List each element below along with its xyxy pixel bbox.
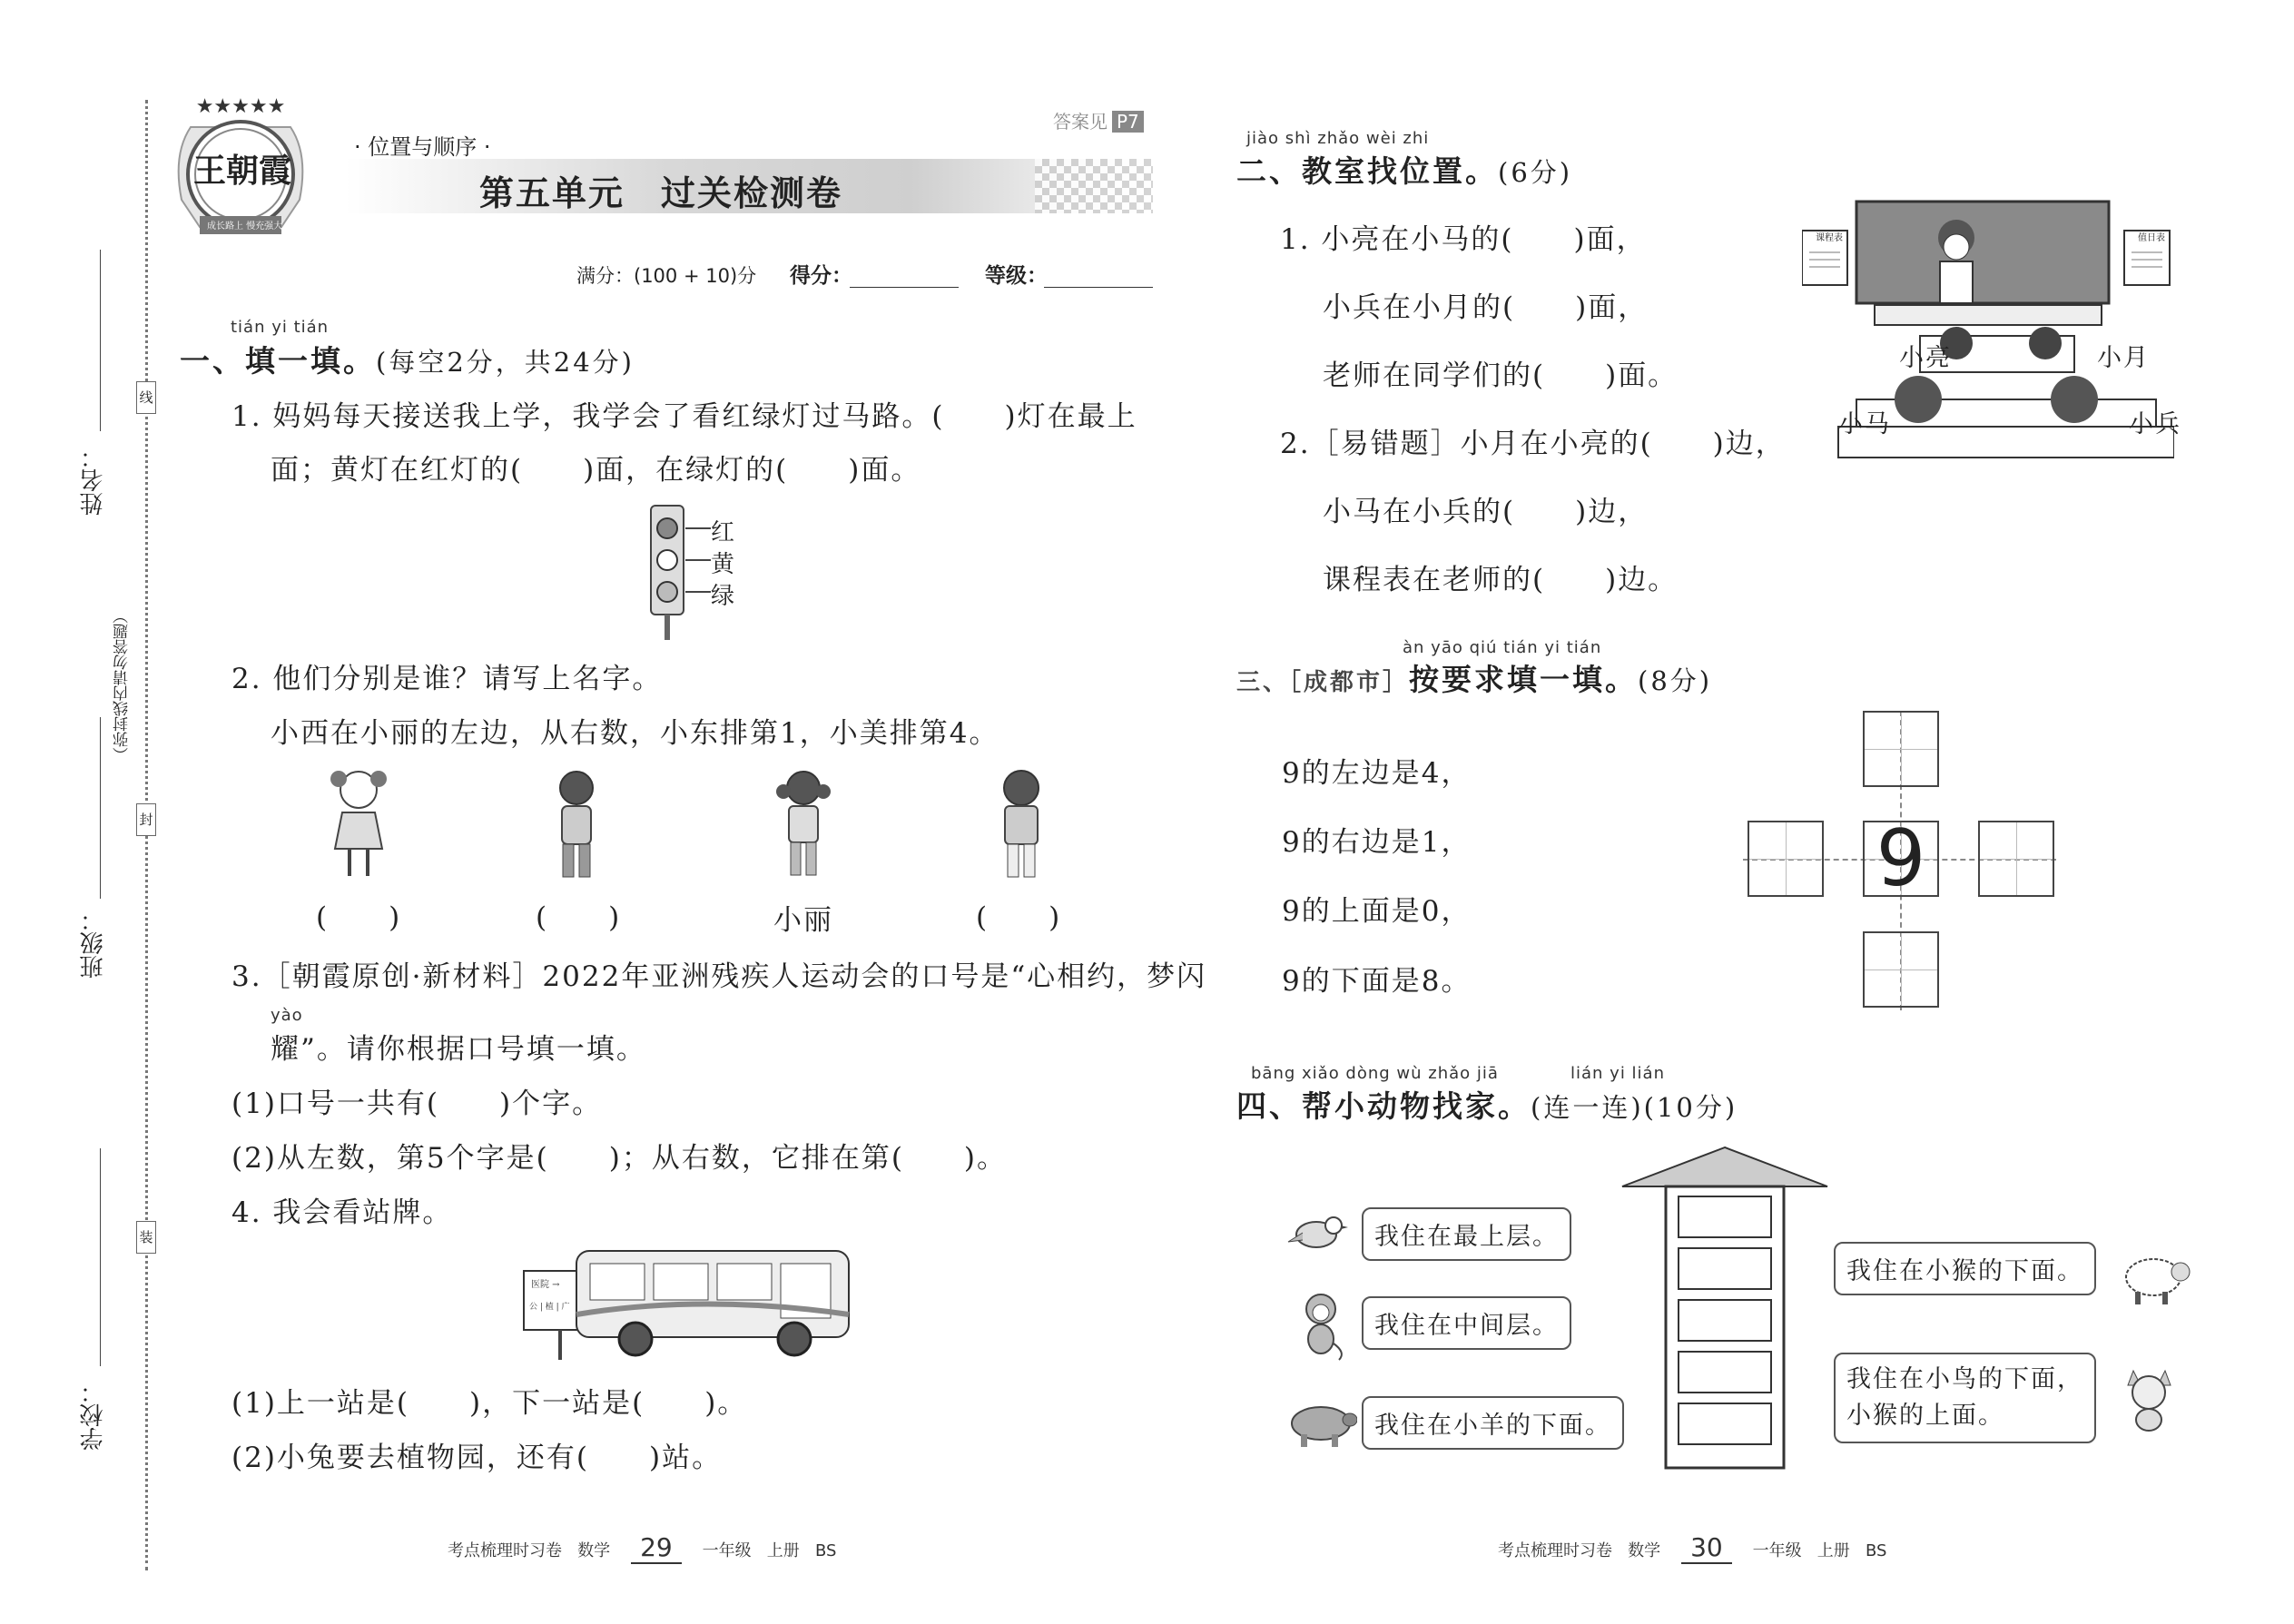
grade-field[interactable] — [1044, 287, 1153, 288]
schedule-label: 课程表 — [1816, 233, 1843, 243]
footer-left-grade: 一年级 — [702, 1541, 752, 1560]
name-xiaoma: 小马 — [1838, 410, 1891, 438]
traffic-light-pointers — [685, 517, 713, 617]
kid-3-xiaoli-icon — [767, 763, 840, 881]
footer-left-page: 29 — [631, 1532, 682, 1564]
sheep-icon — [2115, 1248, 2192, 1307]
s3-l1: 9的左边是4， — [1282, 757, 1472, 790]
name-xiaoyue: 小月 — [2097, 344, 2150, 372]
s4-heading — [1236, 1083, 1738, 1126]
traffic-light-icon — [649, 504, 685, 640]
grade-label: 等级： — [985, 264, 1048, 288]
s1-title: 一、填一填。 — [180, 343, 376, 379]
bubble-fox-line2: 小猴的上面。 — [1846, 1402, 2004, 1430]
center-digit: 9 — [1876, 813, 1926, 904]
footer-right — [1498, 1532, 1886, 1562]
grid-bottom-box[interactable] — [1863, 931, 1939, 1008]
full-score: 满分：(100 + 10)分 — [576, 265, 757, 287]
answer-ref — [1053, 107, 1144, 133]
bubble-bird: 我住在最上层。 — [1362, 1207, 1571, 1261]
q1-line1: 1. 妈妈每天接送我上学，我学会了看红绿灯过马路。( )灯在最上 — [231, 400, 1137, 433]
binding-mark-2: 封 — [136, 803, 156, 836]
footer-left-vol: 上册 — [766, 1541, 800, 1560]
s2-pinyin: jiào shì zhǎo wèi zhi — [1246, 129, 1430, 148]
animal-house-tower — [1620, 1146, 1829, 1472]
seal-notice: （弥封线内请勿答题） — [113, 608, 132, 763]
name-xiaobing: 小兵 — [2129, 410, 2181, 438]
label-green: 绿 — [711, 583, 737, 610]
grid-top-box[interactable] — [1863, 711, 1939, 787]
q4-title: 4. 我会看站牌。 — [231, 1196, 453, 1229]
banner-checker — [1035, 159, 1153, 213]
answer-page: P7 — [1112, 111, 1144, 133]
q3-a: (1)口号一共有( )个字。 — [231, 1088, 603, 1120]
kid-3-name: 小丽 — [773, 904, 833, 937]
page-title: 第五单元 过关检测卷 — [479, 173, 843, 213]
grid-right-box[interactable] — [1978, 821, 2054, 897]
class-label: 班级： — [80, 908, 107, 979]
s3-l2: 9的右边是1， — [1282, 826, 1472, 859]
s4-points: (10分) — [1643, 1092, 1738, 1123]
bubble-monkey: 我住在中间层。 — [1362, 1296, 1571, 1350]
q3-line2: 耀”。请你根据口号填一填。 — [271, 1033, 646, 1066]
s3-title: 按要求填一填。 — [1409, 662, 1639, 697]
s2-title: 二、教室找位置。 — [1236, 153, 1498, 189]
label-red: 红 — [711, 519, 737, 546]
score-label: 得分： — [790, 264, 852, 288]
brand-name: 王朝霞 — [193, 152, 292, 190]
footer-right-page: 30 — [1681, 1532, 1732, 1564]
bus-stop-sign-icon — [522, 1244, 867, 1362]
s3-points: (8分) — [1638, 665, 1713, 696]
school-label: 学校： — [80, 1380, 107, 1451]
s2-l4: 2.［易错题］小月在小亮的( )边， — [1280, 428, 1786, 460]
s2-l2: 小兵在小月的( )面， — [1323, 291, 1649, 324]
class-field[interactable] — [100, 717, 101, 899]
s4-pinyin1: bāng xiǎo dòng wù zhǎo jiā — [1251, 1064, 1499, 1083]
s1-points: (每空2分，共24分) — [376, 347, 635, 378]
footer-left-subject: 数学 — [577, 1541, 611, 1560]
duty-label: 值日表 — [2138, 233, 2165, 243]
q2-line2: 小西在小丽的左边，从右数，小东排第1，小美排第4。 — [271, 717, 999, 750]
q3-pinyin: yào — [271, 1006, 303, 1025]
label-yellow: 黄 — [711, 551, 737, 578]
svg-text:★★★★★: ★★★★★ — [195, 95, 286, 118]
kid-1-answer[interactable]: ( ) — [316, 901, 402, 934]
bubble-fox-line1: 我住在小鸟的下面， — [1846, 1365, 2083, 1393]
footer-left-series: 考点梳理时习卷 — [448, 1541, 562, 1560]
svg-text:医院 →: 医院 → — [531, 1280, 560, 1290]
score-field[interactable] — [850, 287, 959, 288]
name-label: 姓名： — [80, 445, 107, 516]
footer-left — [448, 1532, 836, 1562]
kid-4-boy-icon — [989, 763, 1053, 881]
s2-points: (6分) — [1498, 157, 1573, 188]
s4-title: 四、帮小动物找家。 — [1236, 1088, 1531, 1124]
q3-b: (2)从左数，第5个字是( )；从右数，它排在第( )。 — [231, 1142, 1008, 1175]
s3-l3: 9的上面是0， — [1282, 895, 1472, 928]
unit-subtitle: · 位置与顺序 · — [354, 134, 491, 160]
kid-2-answer[interactable]: ( ) — [536, 901, 622, 934]
binding-mark-3: 装 — [136, 1221, 156, 1254]
svg-text:公 | 植 | 广: 公 | 植 | 广 — [529, 1303, 570, 1312]
s3-tag: 三、［成都市］ — [1236, 669, 1410, 696]
grid-left-box[interactable] — [1748, 821, 1824, 897]
s3-heading — [1236, 656, 1712, 699]
monkey-icon — [1294, 1289, 1348, 1362]
answer-ref-label: 答案见 — [1053, 111, 1108, 133]
fox-icon — [2115, 1362, 2183, 1434]
footer-left-ed: BS — [814, 1541, 837, 1560]
s2-heading — [1236, 148, 1572, 191]
bird-icon — [1285, 1207, 1348, 1257]
bubble-pig: 我住在小羊的下面。 — [1362, 1396, 1624, 1450]
q4-a: (1)上一站是( )，下一站是( )。 — [231, 1387, 748, 1420]
kid-4-answer[interactable]: ( ) — [976, 901, 1062, 934]
footer-right-subject: 数学 — [1628, 1541, 1661, 1560]
bubble-sheep: 我住在小猴的下面。 — [1834, 1242, 2096, 1295]
pig-icon — [1285, 1396, 1357, 1451]
kid-1-girl-icon — [322, 763, 395, 881]
kid-2-girl-back-icon — [549, 763, 604, 881]
s2-l1: 1. 小亮在小马的( )面， — [1280, 223, 1647, 256]
q2-line1: 2. 他们分别是谁？请写上名字。 — [231, 663, 663, 695]
s3-l4: 9的下面是8。 — [1282, 965, 1472, 998]
brand-slogan: 成长路上 慢充强大 — [207, 221, 283, 231]
binding-mark-1: 线 — [136, 381, 156, 414]
s1-pinyin: tián yi tián — [231, 318, 330, 337]
school-field[interactable] — [100, 1148, 101, 1366]
footer-right-series: 考点梳理时习卷 — [1498, 1541, 1612, 1560]
footer-right-vol: 上册 — [1816, 1541, 1850, 1560]
s1-heading — [180, 338, 635, 380]
q3-line1: 3.［朝霞原创·新材料］2022年亚洲残疾人运动会的口号是“心相约，梦闪 — [231, 960, 1207, 993]
q1-line2: 面；黄灯在红灯的( )面，在绿灯的( )面。 — [271, 454, 921, 487]
footer-right-ed: BS — [1865, 1541, 1887, 1560]
name-field[interactable] — [100, 250, 101, 431]
s2-l3: 老师在同学们的( )面。 — [1323, 359, 1679, 392]
s3-pinyin: àn yāo qiú tián yi tián — [1403, 638, 1602, 657]
s4-connect: (连一连) — [1531, 1092, 1644, 1123]
s2-l5: 小马在小兵的( )边， — [1323, 496, 1649, 528]
footer-right-grade: 一年级 — [1752, 1541, 1802, 1560]
s4-pinyin2: lián yi lián — [1570, 1064, 1665, 1083]
s2-l6: 课程表在老师的( )边。 — [1323, 564, 1679, 596]
bubble-fox — [1834, 1353, 2096, 1443]
name-xiaoliang: 小亮 — [1899, 344, 1952, 372]
q4-b: (2)小兔要去植物园，还有( )站。 — [231, 1442, 723, 1474]
